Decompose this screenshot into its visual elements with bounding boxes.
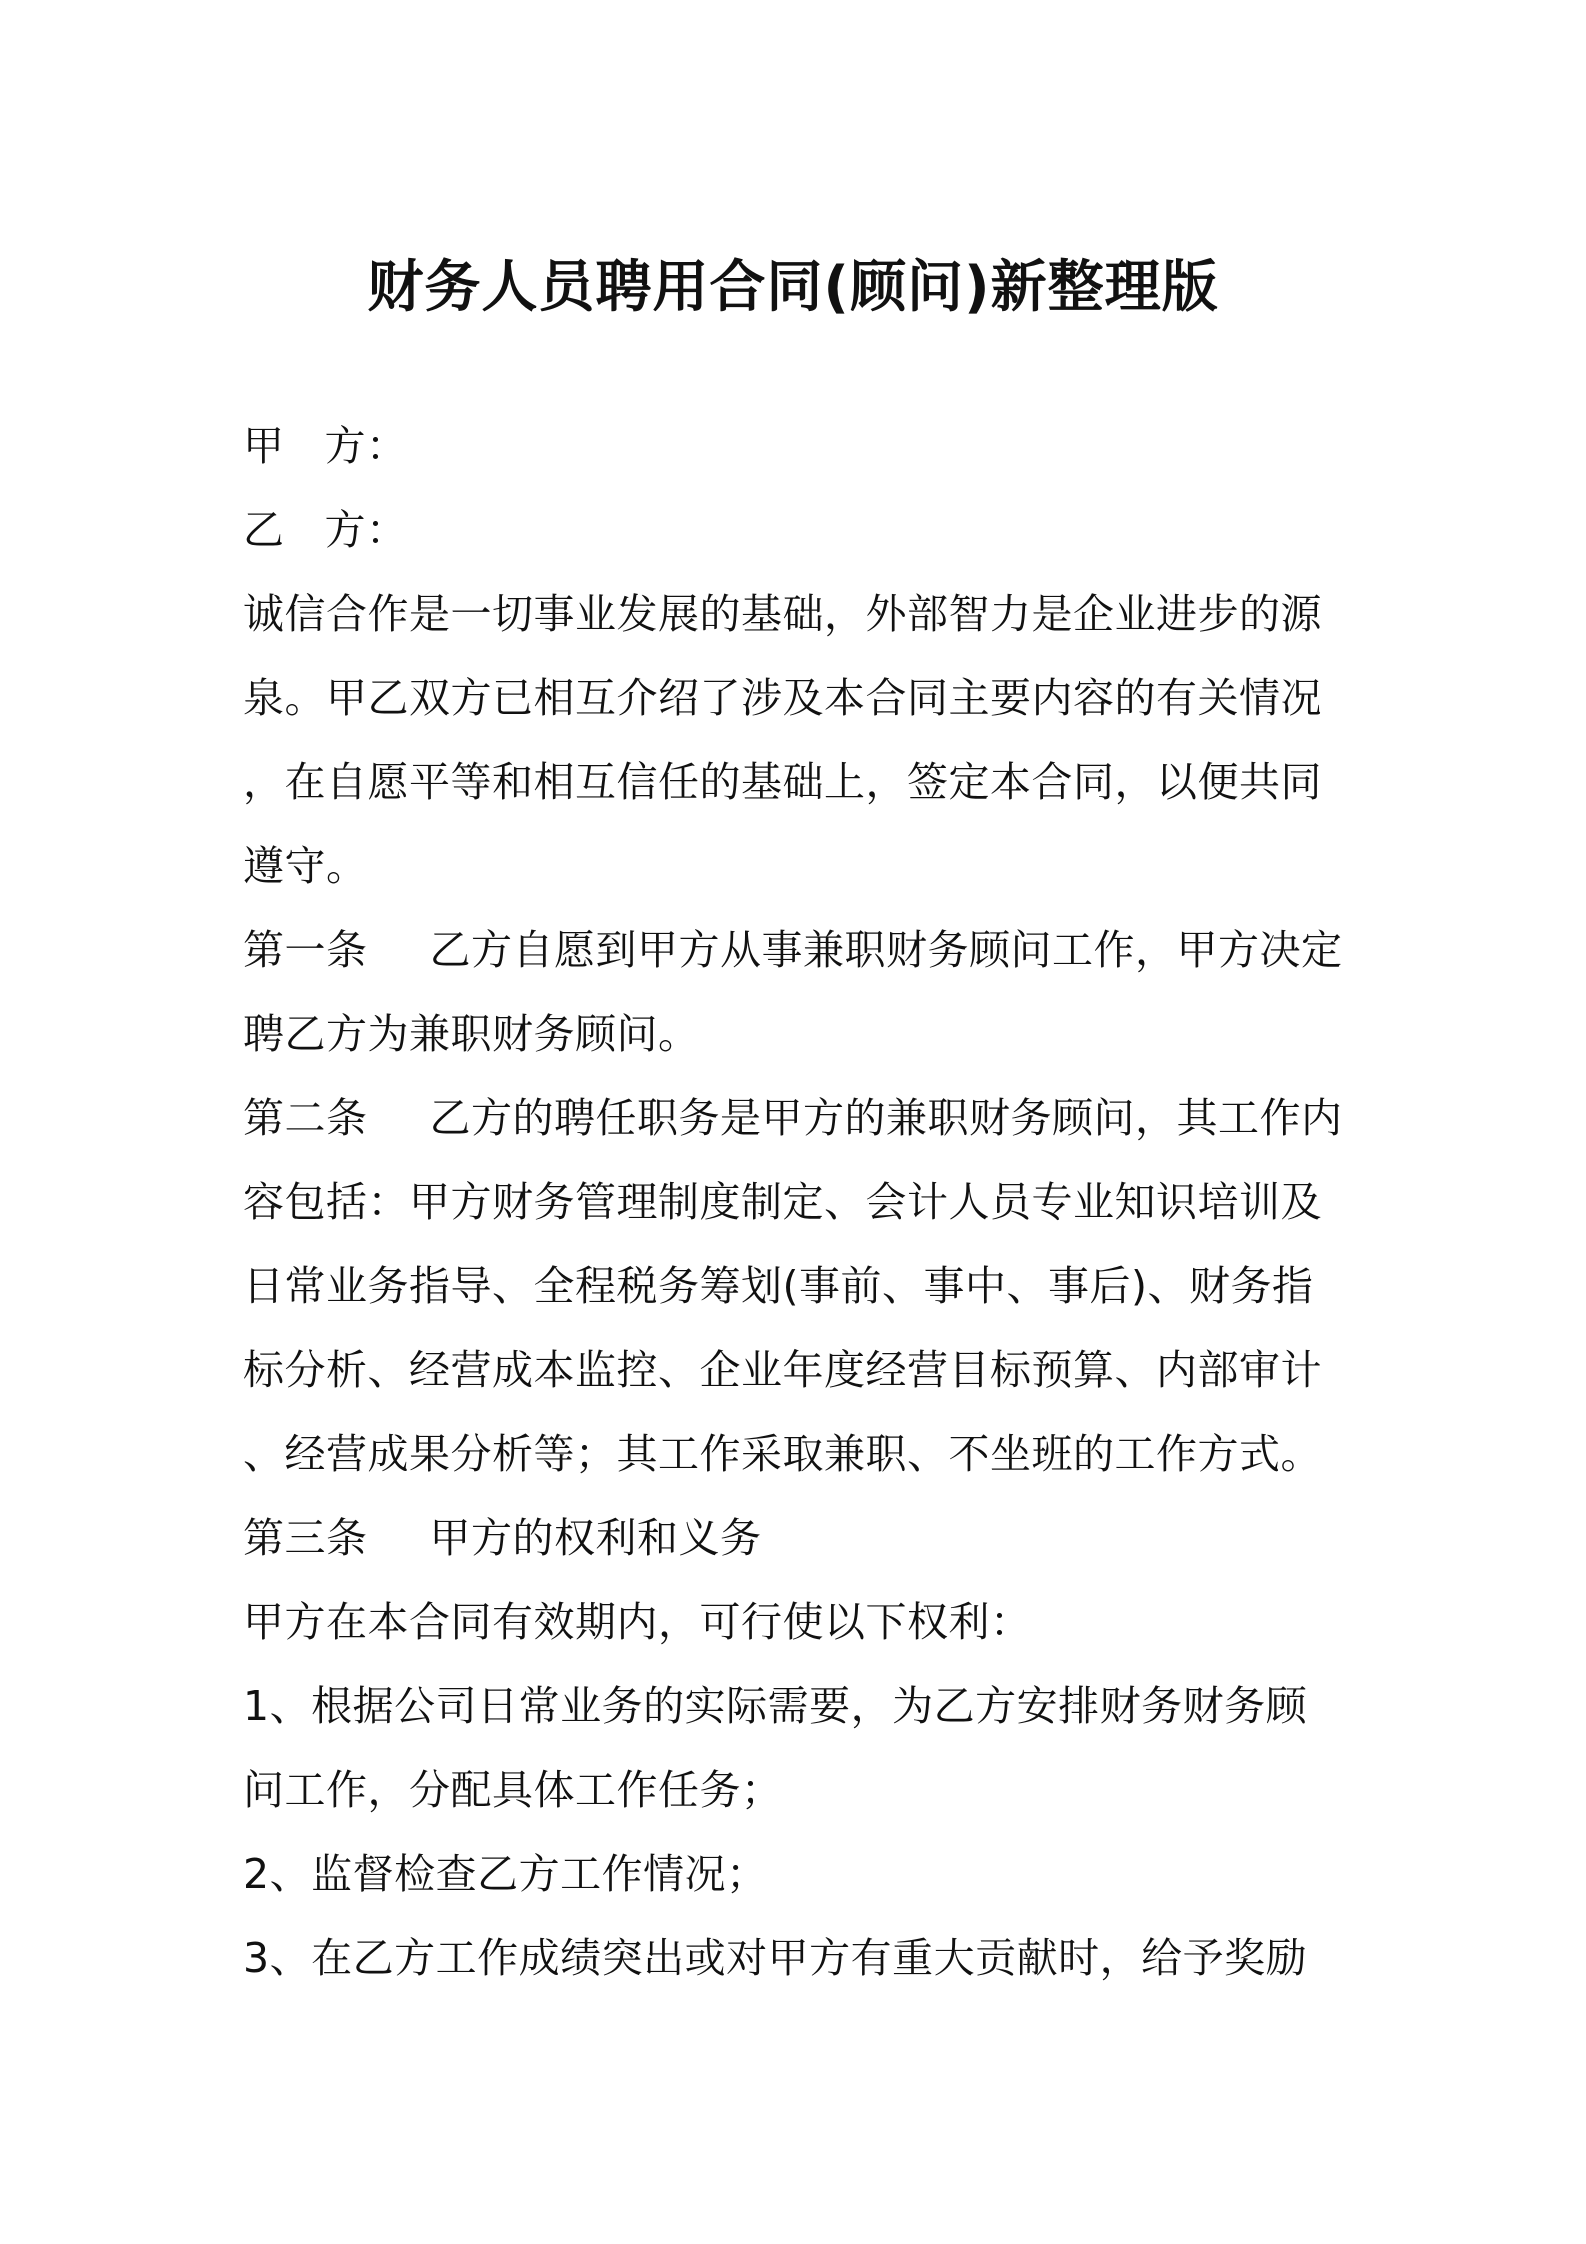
article-3-item-2: 2、监督检查乙方工作情况； [243,1850,768,1898]
article-1-label: 第一条 [243,926,368,974]
preamble-line: ，在自愿平等和相互信任的基础上，签定本合同，以便共同 [243,758,1322,806]
party-b-label-2: 方： [324,506,408,554]
article-2-text: 乙方的聘任职务是甲方的兼职财务顾问，其工作内 [429,1094,1343,1142]
document-body [243,404,1353,2000]
article-2-continuation: 容包括：甲方财务管理制度制定、会计人员专业知识培训及 [243,1178,1322,1226]
article-3-item-1: 1、根据公司日常业务的实际需要，为乙方安排财务财务顾 [243,1682,1308,1730]
preamble-line: 泉。甲乙双方已相互介绍了涉及本合同主要内容的有关情况 [243,674,1322,722]
preamble-line: 遵守。 [243,842,368,890]
document-title: 财务人员聘用合同(顾问)新整理版 [367,255,1219,320]
article-3-item-3: 3、在乙方工作成绩突出或对甲方有重大贡献时，给予奖励 [243,1934,1308,1982]
party-a-label-2: 方： [324,422,408,470]
article-2-continuation: 标分析、经营成本监控、企业年度经营目标预算、内部审计 [243,1346,1322,1394]
article-2-continuation: 日常业务指导、全程税务筹划(事前、事中、事后)、财务指 [243,1262,1314,1310]
article-3-item-1-continuation: 问工作，分配具体工作任务； [243,1766,783,1814]
article-1-line [243,908,1353,992]
article-3-intro: 甲方在本合同有效期内，可行使以下权利： [243,1598,1032,1646]
preamble-line: 诚信合作是一切事业发展的基础，外部智力是企业进步的源 [243,590,1322,638]
article-1-continuation: 聘乙方为兼职财务顾问。 [243,1010,700,1058]
article-3-label: 第三条 [243,1514,368,1562]
party-a-label-1: 甲 [243,422,285,470]
article-2-line [243,1076,1353,1160]
article-3-heading: 甲方的权利和义务 [429,1514,762,1562]
article-3-line [243,1496,1353,1580]
article-1-text: 乙方自愿到甲方从事兼职财务顾问工作，甲方决定 [429,926,1343,974]
party-a-line [243,404,1353,488]
article-2-label: 第二条 [243,1094,368,1142]
article-2-continuation: 、经营成果分析等；其工作采取兼职、不坐班的工作方式。 [243,1430,1322,1478]
party-b-line [243,488,1353,572]
party-b-label-1: 乙 [243,506,285,554]
